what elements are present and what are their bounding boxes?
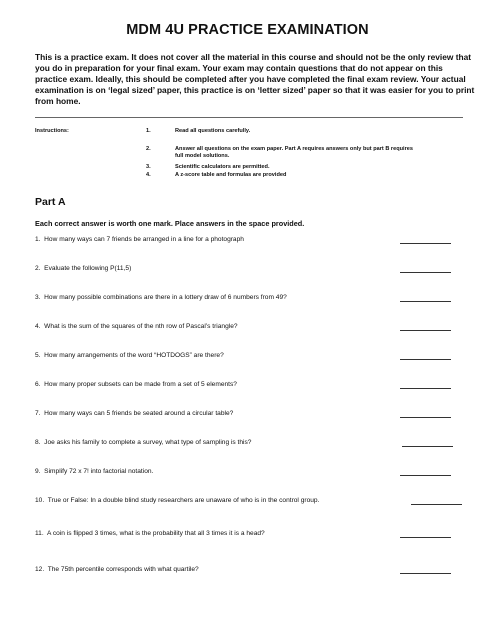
question-number: 5.	[35, 352, 41, 359]
answer-blank[interactable]	[400, 272, 451, 273]
question-number: 11.	[35, 530, 44, 537]
question-text: A coin is flipped 3 times, what is the probability that all 3 times it is a head?	[47, 530, 265, 537]
instruction-number: 2.	[146, 146, 151, 152]
question-number: 6.	[35, 381, 41, 388]
answer-blank[interactable]	[400, 475, 451, 476]
answer-blank[interactable]	[400, 243, 451, 244]
answer-blank[interactable]	[400, 417, 451, 418]
instruction-text: A z-score table and formulas are provided	[175, 172, 287, 178]
question-number: 9.	[35, 468, 41, 475]
question-text: How many proper subsets can be made from a set of 5 elements?	[44, 381, 237, 388]
divider-line	[35, 117, 463, 118]
page-title: MDM 4U PRACTICE EXAMINATION	[126, 22, 369, 38]
question-text: Simplify 72 x 7! into factorial notation.	[44, 468, 154, 475]
instruction-text: Read all questions carefully.	[175, 128, 251, 134]
question-number: 4.	[35, 323, 41, 330]
question-text: How many ways can 7 friends be arranged in a line for a photograph	[44, 236, 244, 243]
intro-paragraph: This is a practice exam. It does not cover all the material in this course and should not be the only review that you do in preparation for your final exam. Your exam may contain questions that do not appear on this practice exam. Ideally, this should be completed after you have completed the final exam review. Your actual examination is on ‘legal sized’ paper, this practice is on ‘letter sized’ paper so that it was easier for you to print from home.	[35, 52, 475, 106]
question-text: How many possible combinations are there in a lottery draw of 6 numbers from 49?	[44, 294, 287, 301]
answer-blank[interactable]	[402, 446, 453, 447]
part-a-instructions: Each correct answer is worth one mark. Place answers in the space provided.	[35, 219, 305, 228]
answer-blank[interactable]	[400, 359, 451, 360]
answer-blank[interactable]	[400, 330, 451, 331]
question-text: Evaluate the following P(11,5)	[44, 265, 132, 272]
question-number: 1.	[35, 236, 41, 243]
instruction-number: 1.	[146, 128, 151, 134]
question-item	[35, 497, 475, 505]
question-text: How many ways can 5 friends be seated around a circular table?	[44, 410, 234, 417]
answer-blank[interactable]	[400, 388, 451, 389]
question-number: 10.	[35, 497, 45, 504]
instruction-number: 3.	[146, 164, 151, 170]
instruction-text: Answer all questions on the exam paper. Part A requires answers only but part B requires full model solutions.	[175, 146, 414, 159]
question-text: Joe asks his family to complete a survey, what type of sampling is this?	[44, 439, 252, 446]
instruction-text: Scientific calculators are permitted.	[175, 164, 270, 170]
question-text: True or False: In a double blind study researchers are unaware of who is in the control group.	[47, 497, 320, 504]
question-text: What is the sum of the squares of the nth row of Pascal’s triangle?	[44, 323, 238, 330]
question-text: The 75th percentile corresponds with what quartile?	[47, 566, 199, 573]
question-number: 12.	[35, 566, 45, 573]
question-number: 8.	[35, 439, 41, 446]
instructions-label: Instructions:	[35, 128, 69, 134]
answer-blank[interactable]	[400, 301, 451, 302]
part-a-heading: Part A	[35, 196, 66, 208]
question-number: 3.	[35, 294, 41, 301]
question-number: 7.	[35, 410, 41, 417]
instruction-number: 4.	[146, 172, 151, 178]
question-text: How many arrangements of the word “HOTDOGS” are there?	[44, 352, 224, 359]
answer-blank[interactable]	[400, 573, 451, 574]
answer-blank[interactable]	[400, 537, 451, 538]
question-number: 2.	[35, 265, 41, 272]
answer-blank[interactable]	[411, 504, 462, 505]
